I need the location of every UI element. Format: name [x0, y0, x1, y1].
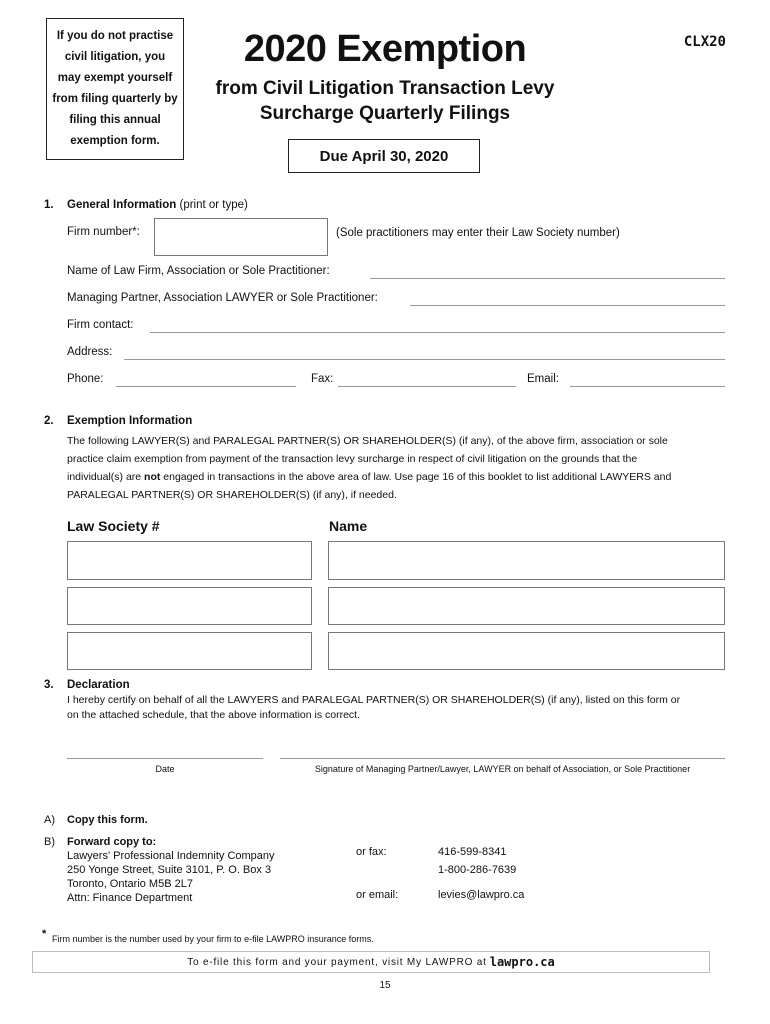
law-society-input-3[interactable]: [67, 632, 312, 670]
signature-field[interactable]: [280, 758, 725, 759]
due-date-box: [288, 139, 480, 173]
step-a-letter: A): [44, 814, 55, 826]
exemption-notice-text: If you do not practise civil litigation, you may exempt yourself from filing quarterly by filing this annual exemption form.: [52, 30, 178, 147]
step-b-letter: B): [44, 836, 55, 848]
name-input-1[interactable]: [328, 541, 725, 580]
address-line-4: Attn: Finance Department: [67, 892, 193, 904]
exemption-paragraph: [67, 432, 727, 504]
subtitle-line-1: from Civil Litigation Transaction Levy: [215, 78, 555, 99]
section-1-number: 1.: [44, 199, 54, 211]
or-fax-label: or fax:: [356, 846, 387, 858]
section-2-number: 2.: [44, 415, 54, 427]
section-2-title: Exemption Information: [67, 415, 193, 427]
section-3-title: Declaration: [67, 679, 130, 691]
exemption-para-line-4: PARALEGAL PARTNER(S) OR SHAREHOLDER(S) (if any), if needed.: [67, 489, 397, 501]
declaration-line-2: on the attached schedule, that the above information is correct.: [67, 709, 361, 721]
exemption-para-not: not: [144, 471, 161, 483]
firm-contact-field[interactable]: [150, 332, 725, 333]
name-input-3[interactable]: [328, 632, 725, 670]
fax-label: Fax:: [311, 373, 334, 385]
efile-banner: [32, 951, 710, 973]
or-email-label: or email:: [356, 889, 399, 901]
firm-number-note: (Sole practitioners may enter their Law Society number): [336, 227, 620, 239]
date-label: Date: [155, 764, 175, 774]
contact-email[interactable]: levies@lawpro.ca: [438, 889, 525, 901]
form-subtitle: [190, 76, 580, 126]
mailing-address: [67, 835, 275, 905]
phone-label: Phone:: [67, 373, 104, 385]
footnote-marker: *: [42, 928, 47, 940]
exemption-para-line-3: [67, 468, 727, 486]
firm-contact-label: Firm contact:: [67, 319, 134, 331]
law-society-column-header: Law Society #: [67, 518, 160, 534]
managing-partner-label: Managing Partner, Association LAWYER or Sole Practitioner:: [67, 292, 378, 304]
due-date-text: Due April 30, 2020: [319, 147, 449, 165]
email-field[interactable]: [570, 386, 725, 387]
section-1-title-note: (print or type): [179, 199, 248, 211]
firm-number-input[interactable]: [154, 218, 328, 256]
exemption-para-line-3a: individual(s) are: [67, 471, 145, 483]
page-number: 15: [379, 980, 391, 991]
section-1-heading: [67, 199, 248, 211]
firm-number-label: Firm number*:: [67, 226, 140, 238]
forward-copy-title: Forward copy to:: [67, 836, 157, 848]
fax-number-2: 1-800-286-7639: [438, 864, 517, 876]
law-society-input-2[interactable]: [67, 587, 312, 625]
form-title: 2020 Exemption: [243, 28, 527, 70]
name-column-header: Name: [329, 518, 368, 534]
fax-field[interactable]: [338, 386, 516, 387]
declaration-line-1: I hereby certify on behalf of all the LAWYERS and PARALEGAL PARTNER(S) OR SHAREHOLDER(S) (if any), listed on this form or: [67, 694, 681, 706]
step-a-text: Copy this form.: [67, 814, 148, 826]
exemption-para-line-2: practice claim exemption from payment of the transaction levy surcharge in respect of civil litigation on the grounds that the: [67, 453, 638, 465]
email-label: Email:: [527, 373, 559, 385]
efile-text: To e-file this form and your payment, visit My LAWPRO at: [187, 956, 487, 968]
section-1-title: General Information: [67, 199, 177, 211]
subtitle-line-2: Surcharge Quarterly Filings: [259, 103, 511, 124]
address-line-1: Lawyers' Professional Indemnity Company: [67, 850, 275, 862]
exemption-notice-box: [46, 18, 184, 160]
firm-name-label: Name of Law Firm, Association or Sole Practitioner:: [67, 265, 330, 277]
date-field[interactable]: [67, 758, 263, 759]
efile-link[interactable]: lawpro.ca: [489, 955, 555, 969]
address-field[interactable]: [124, 359, 725, 360]
exemption-para-line-3b: engaged in transactions in the above area of law. Use page 16 of this booklet to list additional LAWYERS and: [160, 471, 672, 483]
signature-label: Signature of Managing Partner/Lawyer, LAWYER on behalf of Association, or Sole Practitioner: [314, 764, 691, 774]
form-code: CLX20: [683, 34, 726, 50]
law-society-input-1[interactable]: [67, 541, 312, 580]
managing-partner-field[interactable]: [410, 305, 725, 306]
phone-field[interactable]: [116, 386, 296, 387]
firm-name-field[interactable]: [370, 278, 725, 279]
section-3-number: 3.: [44, 679, 54, 691]
declaration-paragraph: [67, 693, 727, 723]
address-label: Address:: [67, 346, 113, 358]
name-input-2[interactable]: [328, 587, 725, 625]
address-line-3: Toronto, Ontario M5B 2L7: [67, 878, 193, 890]
address-line-2: 250 Yonge Street, Suite 3101, P. O. Box 3: [67, 864, 272, 876]
footnote-text: Firm number is the number used by your firm to e-file LAWPRO insurance forms.: [52, 934, 374, 944]
exemption-para-line-1: The following LAWYER(S) and PARALEGAL PARTNER(S) OR SHAREHOLDER(S) (if any), of the above firm, association or sole: [67, 435, 668, 447]
fax-number-1: 416-599-8341: [438, 846, 507, 858]
